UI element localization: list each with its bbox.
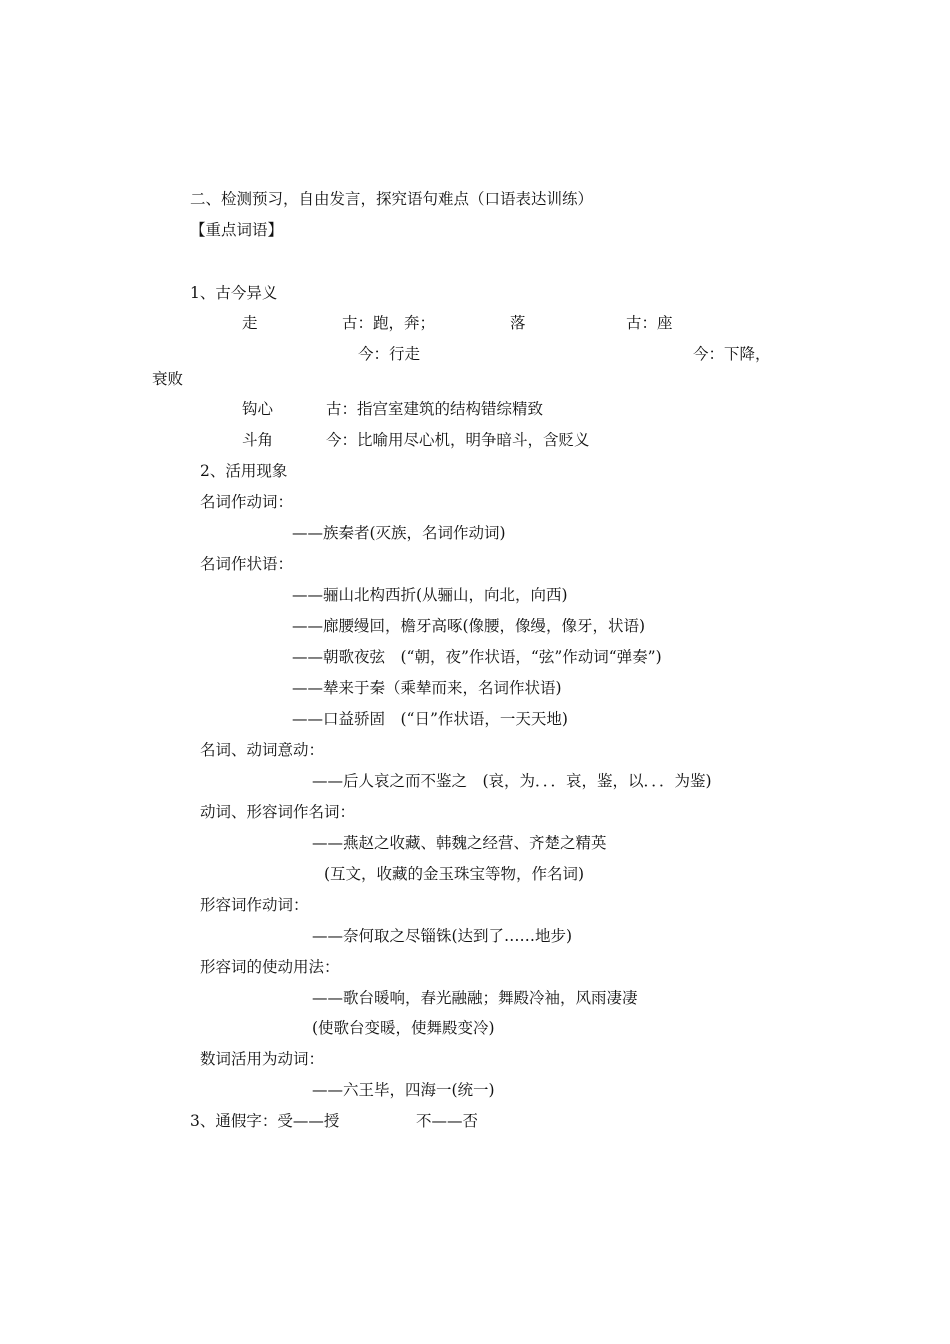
word-luo-ancient: 古：座 — [626, 314, 673, 332]
word-doujiao: 斗角 — [242, 431, 274, 449]
word-luo-modern: 今：下降， — [693, 345, 771, 363]
word-luo-modern-cont: 衰败 — [152, 370, 184, 388]
word-zou-modern: 今：行走 — [358, 345, 421, 363]
example-line: ——口益骄固 (“日”作状语，一天天地) — [292, 710, 568, 728]
word-doujiao-modern: 今：比喻用尽心机，明争暗斗，含贬义 — [326, 431, 590, 449]
example-line: ——燕赵之收藏、韩魏之经营、齐楚之精英 — [312, 834, 607, 852]
word-gouxin: 钩心 — [242, 400, 274, 418]
example-line: (互文，收藏的金玉珠宝等物，作名词) — [324, 865, 585, 883]
part3-title: 3、通假字：受——授 — [190, 1112, 340, 1130]
example-line: ——骊山北构西折(从骊山，向北，向西) — [292, 586, 568, 604]
section-heading: 二、检测预习，自由发言，探究语句难点（口语表达训练） — [190, 190, 594, 208]
example-line: (使歌台变暖，使舞殿变冷) — [312, 1019, 495, 1037]
group-label: 数词活用为动词： — [200, 1050, 325, 1068]
part1-title: 1、古今异义 — [190, 284, 278, 302]
example-line: ——奈何取之尽锱铢(达到了……地步) — [312, 927, 573, 945]
group-label: 名词作状语： — [200, 555, 294, 573]
example-line: ——廊腰缦回，檐牙高啄(像腰，像缦，像牙，状语) — [292, 617, 646, 635]
example-line: ——后人哀之而不鉴之 (哀，为．．．哀，鉴，以．．．为鉴) — [312, 772, 712, 790]
example-line: ——朝歌夜弦 (“朝，夜”作状语，“弦”作动词“弹奏”) — [292, 648, 662, 666]
group-label: 名词作动词： — [200, 493, 294, 511]
group-label: 动词、形容词作名词： — [200, 803, 356, 821]
example-line: ——歌台暖响，春光融融；舞殿冷袖，风雨凄凄 — [312, 989, 638, 1007]
example-line: ——族秦者(灭族，名词作动词) — [292, 524, 506, 542]
word-zou-ancient: 古：跑，奔； — [342, 314, 436, 332]
example-line: ——辇来于秦（乘辇而来，名词作状语) — [292, 679, 562, 697]
group-label: 名词、动词意动： — [200, 741, 325, 759]
example-line: ——六王毕，四海一(统一) — [312, 1081, 495, 1099]
tongjia-pair: 不——否 — [416, 1112, 479, 1130]
section-subheading: 【重点词语】 — [190, 221, 284, 239]
word-gouxin-ancient: 古：指宫室建筑的结构错综精致 — [326, 400, 544, 418]
group-label: 形容词的使动用法： — [200, 958, 340, 976]
group-label: 形容词作动词： — [200, 896, 309, 914]
word-luo: 落 — [510, 314, 526, 332]
word-zou: 走 — [242, 314, 258, 332]
part2-title: 2、活用现象 — [200, 462, 288, 480]
